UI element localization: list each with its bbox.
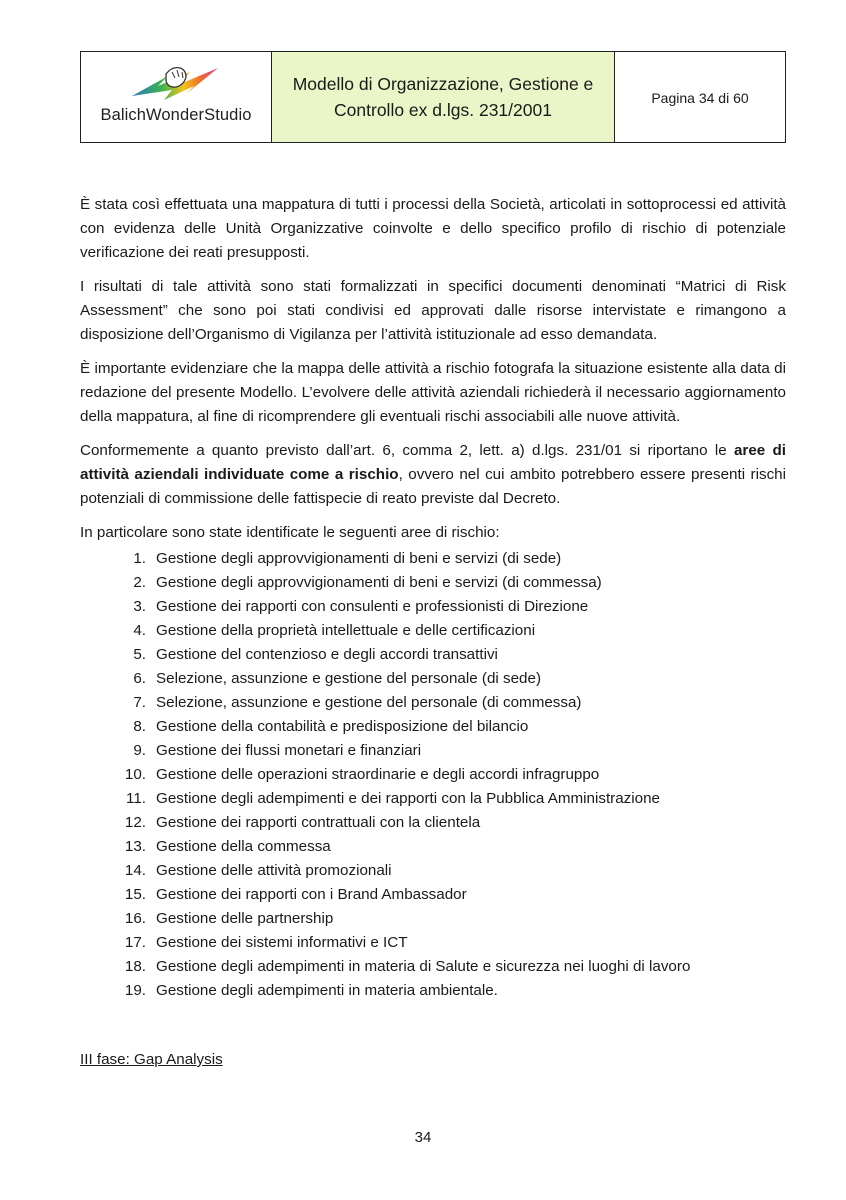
list-item-label: Gestione degli approvvigionamenti di beni e servizi (di commessa) <box>156 574 602 591</box>
list-item-number: 11. <box>126 790 146 807</box>
paragraph: È importante evidenziare che la mappa delle attività a rischio fotografa la situazione esistente alla data di redazione del presente Modello. L’evolvere delle attività aziendali richiederà il necessario aggiornamento della mappatura, al fine di ricomprendere gli eventuali rischi associabili alle nuove attività. <box>80 360 786 425</box>
list-item-number: 16. <box>124 910 146 927</box>
logo-cell <box>81 52 272 142</box>
list-item <box>118 715 786 739</box>
list-item <box>118 835 786 859</box>
list-item-number: 8. <box>133 718 146 735</box>
list-item-label: Gestione dei flussi monetari e finanziari <box>156 742 422 759</box>
list-item-number: 1. <box>133 550 146 567</box>
list-item-label: Gestione dei rapporti contrattuali con la clientela <box>156 814 481 831</box>
paragraph <box>80 439 786 511</box>
page-label: Pagina 34 di 60 <box>651 90 749 106</box>
list-item <box>118 691 786 715</box>
list-item-label: Gestione delle operazioni straordinarie e degli accordi infragruppo <box>156 766 600 783</box>
list-item <box>118 955 786 979</box>
list-item-label: Gestione dei rapporti con i Brand Ambassador <box>156 886 467 903</box>
document-header <box>80 51 786 143</box>
list-item-number: 13. <box>124 838 146 855</box>
list-item <box>118 547 786 571</box>
list-item-label: Gestione degli adempimenti in materia di Salute e sicurezza nei luoghi di lavoro <box>156 958 691 975</box>
list-item <box>118 643 786 667</box>
list-item-label: Gestione della commessa <box>156 838 331 855</box>
section-heading: III fase: Gap Analysis <box>80 1051 223 1068</box>
list-item-label: Gestione degli adempimenti e dei rapporti con la Pubblica Amministrazione <box>156 790 660 807</box>
page-number: 34 <box>414 1129 432 1146</box>
list-item <box>118 763 786 787</box>
list-item-number: 7. <box>133 694 146 711</box>
list-item <box>118 787 786 811</box>
list-item-label: Gestione della proprietà intellettuale e delle certificazioni <box>156 622 536 639</box>
list-item <box>118 619 786 643</box>
list-item-number: 6. <box>133 670 146 687</box>
list-item <box>118 883 786 907</box>
list-item <box>118 571 786 595</box>
list-item-number: 19. <box>124 982 146 999</box>
paragraph: È stata così effettuata una mappatura di tutti i processi della Società, articolati in sottoprocessi ed attività con evidenza delle Unità Organizzative coinvolte e dello specifico profilo di rischio di potenziale verificazione dei reati presupposti. <box>80 196 786 261</box>
list-item <box>118 931 786 955</box>
list-item <box>118 979 786 1003</box>
list-item-label: Selezione, assunzione e gestione del personale (di sede) <box>156 670 542 687</box>
list-item <box>118 811 786 835</box>
document-body <box>80 193 786 1003</box>
list-item-label: Gestione dei sistemi informativi e ICT <box>156 934 408 951</box>
list-item-number: 4. <box>133 622 146 639</box>
text-run: , ovvero nel cui ambito potrebbero essere presenti rischi potenziali di commissione delle fattispecie di reato previste dal Decreto. <box>80 466 786 507</box>
list-item-label: Selezione, assunzione e gestione del personale (di commessa) <box>156 694 582 711</box>
list-item-label: Gestione delle partnership <box>156 910 334 927</box>
risk-areas-list <box>80 547 786 1003</box>
list-item-number: 10. <box>124 766 146 783</box>
list-item-label: Gestione del contenzioso e degli accordi transattivi <box>156 646 498 663</box>
logo-text: BalichWonderStudio <box>100 105 252 124</box>
list-item-label: Gestione degli adempimenti in materia ambientale. <box>156 982 498 999</box>
list-item-number: 17. <box>124 934 146 951</box>
list-item-label: Gestione dei rapporti con consulenti e professionisti di Direzione <box>156 598 589 615</box>
list-item-number: 15. <box>124 886 146 903</box>
list-item-number: 18. <box>124 958 146 975</box>
list-item-label: Gestione delle attività promozionali <box>156 862 392 879</box>
list-item-number: 3. <box>133 598 146 615</box>
logo-icon <box>128 64 224 104</box>
list-item <box>118 739 786 763</box>
list-item-number: 5. <box>133 646 146 663</box>
paragraph: I risultati di tale attività sono stati formalizzati in specifici documenti denominati “Matrici di Risk Assessment” che sono poi stati condivisi ed approvati dalle risorse intervistate e rimangono a disposizione dell’Organismo di Vigilanza per l’attività istituzionale ad esso demandata. <box>80 278 786 343</box>
list-item-label: Gestione degli approvvigionamenti di beni e servizi (di sede) <box>156 550 562 567</box>
document-title: Modello di Organizzazione, Gestione e Controllo ex d.lgs. 231/2001 <box>272 52 615 142</box>
list-item-label: Gestione della contabilità e predisposizione del bilancio <box>156 718 529 735</box>
text-run: Conformemente a quanto previsto dall’art. 6, comma 2, lett. a) d.lgs. 231/01 si riportano le <box>80 442 734 459</box>
list-item-number: 9. <box>133 742 146 759</box>
list-item <box>118 667 786 691</box>
list-item <box>118 595 786 619</box>
list-item <box>118 907 786 931</box>
list-item <box>118 859 786 883</box>
bold-text: aree di attività aziendali individuate come a rischio <box>80 442 787 483</box>
list-item-number: 14. <box>124 862 146 879</box>
paragraph: In particolare sono state identificate le seguenti aree di rischio: <box>80 524 500 541</box>
list-item-number: 12. <box>124 814 146 831</box>
list-item-number: 2. <box>133 574 146 591</box>
